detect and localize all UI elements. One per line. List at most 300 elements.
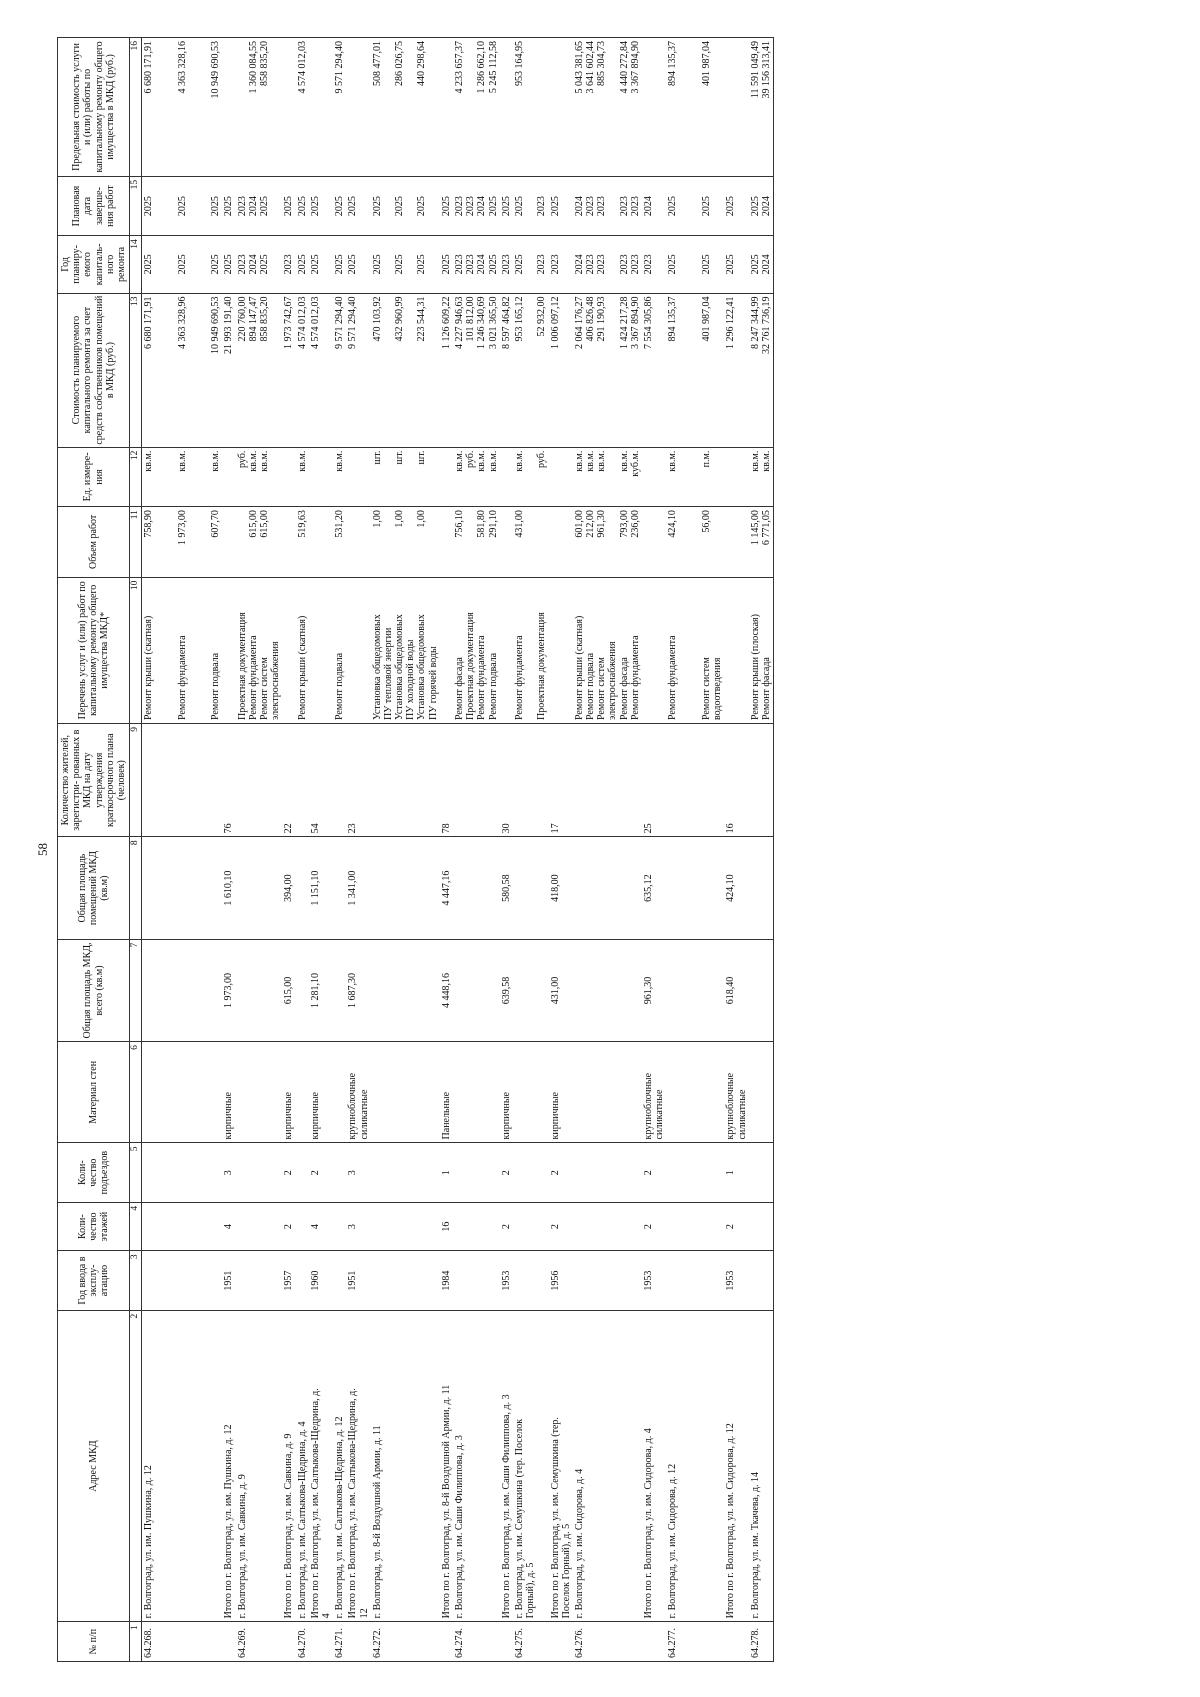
column-number: 1 — [130, 1622, 142, 1662]
cell-line: 2023 — [236, 196, 248, 217]
cell-area2: 1 151,10 — [309, 837, 333, 939]
address-line: Итого по г. Волгоград, ул. им. Салтыкова-Щедрина, д. — [347, 1388, 359, 1619]
cell-floors: 2 — [724, 1202, 748, 1250]
cell-floors: 16 — [440, 1202, 453, 1250]
column-number: 7 — [130, 939, 142, 1041]
cell-line: 52 932,00 — [536, 296, 548, 337]
cell-area — [453, 939, 500, 1041]
cell-end — [333, 176, 346, 235]
cell-line: 4 574 012,03 — [309, 296, 321, 350]
cell-end — [296, 176, 309, 235]
cell-lim — [573, 38, 642, 177]
cell-vol — [142, 507, 223, 577]
cell-lim — [296, 38, 309, 177]
cell-line — [199, 297, 210, 444]
cell-line: 1 424 217,28 — [618, 296, 630, 350]
cell-line: 424,10 — [667, 510, 679, 538]
cell-line — [525, 581, 536, 720]
cell-entr: 2 — [549, 1143, 573, 1202]
cell-line — [383, 239, 394, 289]
cell-no — [309, 1622, 333, 1662]
column-header: Коли- чество этажей — [58, 1202, 130, 1250]
cell-line: 2025 — [749, 196, 761, 217]
total-row — [724, 38, 748, 1662]
cell-entr: 2 — [309, 1143, 333, 1202]
cell-lim — [440, 38, 453, 177]
address-cell — [500, 1310, 513, 1622]
cell-line — [199, 41, 210, 173]
cell-cost — [549, 293, 573, 447]
cell-area — [296, 939, 309, 1041]
cell-unit — [440, 447, 453, 506]
cell-res — [333, 724, 346, 837]
cell-floors: 2 — [282, 1202, 295, 1250]
cell-mat — [513, 1042, 549, 1143]
cell-line: 1 006 097,12 — [549, 296, 561, 350]
cell-floors — [142, 1202, 223, 1250]
cell-no — [549, 1622, 573, 1662]
cell-vol — [666, 507, 724, 577]
cell-vol — [724, 507, 748, 577]
cell-line: 223 544,31 — [416, 296, 428, 342]
cell-area — [371, 939, 440, 1041]
column-header: Стоимость планируемого капитального ремонта за счет средств собственников помещений в МКД (руб.) — [58, 293, 130, 447]
cell-line — [237, 41, 248, 173]
cell-line — [536, 41, 547, 173]
cell-work — [236, 577, 283, 723]
cell-line: шт. — [371, 450, 383, 465]
cell-ply — [724, 236, 748, 293]
cell-lim — [142, 38, 223, 177]
address-line: Горный), д. 5 — [525, 1562, 537, 1619]
cell-ply — [296, 236, 309, 293]
cell-vol — [453, 507, 500, 577]
cell-line — [188, 180, 199, 232]
cell-area — [142, 939, 223, 1041]
cell-line — [383, 510, 394, 573]
column-header: Количество жителей, зарегистри- рованных в МКД на дату утверждения краткосрочного плана (человек) — [58, 724, 130, 837]
cell-line — [712, 451, 723, 503]
cell-line: Ремонт фундамента — [629, 635, 641, 720]
cell-line — [166, 41, 177, 173]
cell-line: 885 304,73 — [596, 41, 608, 86]
cell-line: 2024 — [760, 196, 772, 217]
cell-entr — [513, 1143, 549, 1202]
cell-line: 3 367 894,90 — [629, 296, 641, 350]
cell-cost — [371, 293, 440, 447]
cell-line: 6 680 171,91 — [143, 296, 155, 350]
cell-res — [296, 724, 309, 837]
cell-line: 2025 — [700, 254, 712, 275]
cell-lim — [749, 38, 774, 177]
cell-ply — [642, 236, 666, 293]
cell-line: кв.м. — [513, 450, 525, 472]
cell-line — [405, 180, 416, 232]
cell-line: 2025 — [143, 196, 155, 217]
cell-line: 9 571 294,40 — [334, 41, 346, 94]
cell-end — [500, 176, 513, 235]
column-number: 16 — [130, 38, 142, 177]
cell-res — [513, 724, 549, 837]
column-number: 4 — [130, 1202, 142, 1250]
cell-area2 — [453, 837, 500, 939]
cell-line — [428, 510, 439, 573]
cell-line: 6 680 171,91 — [143, 41, 155, 94]
cell-cost — [453, 293, 500, 447]
cell-line — [188, 451, 199, 503]
address-line: Итого по г. Волгоград, ул. им. Салтыкова-Щедрина, д. — [309, 1388, 321, 1619]
address-cell — [749, 1310, 774, 1622]
cell-line: 56,00 — [700, 510, 712, 533]
cell-cost — [573, 293, 642, 447]
cell-line: 615,00 — [247, 510, 259, 538]
cell-line: шт. — [394, 450, 406, 465]
cell-line — [166, 510, 177, 573]
cell-line: Проектная документация — [536, 612, 548, 720]
address-line: Итого по г. Волгоград, ул. им. Саши Филиппова, д. 3 — [500, 1394, 512, 1619]
cell-line: Ремонт фундамента — [667, 635, 679, 720]
cell-line: кв.м. — [176, 450, 188, 472]
cell-line: 601,00 — [573, 510, 585, 538]
column-number: 9 — [130, 724, 142, 837]
cell-cost — [282, 293, 295, 447]
cell-line: шт. — [416, 450, 428, 465]
cell-year — [749, 1251, 774, 1310]
address-cell — [453, 1310, 500, 1622]
cell-line: 4 440 272,84 — [618, 41, 630, 94]
cell-line — [188, 239, 199, 289]
cell-line: 286 026,75 — [394, 41, 406, 86]
cell-lim — [333, 38, 346, 177]
cell-line: 2025 — [259, 196, 270, 217]
cell-line: 2024 — [760, 254, 772, 275]
cell-mat: кирпичные — [282, 1042, 295, 1143]
cell-lim — [309, 38, 333, 177]
cell-cost — [309, 293, 333, 447]
cell-area2 — [513, 837, 549, 939]
cell-line — [405, 297, 416, 444]
house-row — [333, 38, 346, 1662]
column-header: Адрес МКД — [58, 1310, 130, 1622]
cell-line: 39 156 313,41 — [760, 41, 772, 99]
total-row — [549, 38, 573, 1662]
cell-work — [549, 577, 573, 723]
cell-mat: кирпичные — [222, 1042, 235, 1143]
cell-line: 10 949 690,53 — [210, 41, 222, 99]
cell-line — [679, 510, 690, 573]
cell-line: куб.м. — [629, 450, 641, 477]
cell-end — [749, 176, 774, 235]
cell-cost — [724, 293, 748, 447]
cell-entr — [142, 1143, 223, 1202]
cell-res — [142, 724, 223, 837]
cell-line — [428, 239, 439, 289]
cell-area: 618,40 — [724, 939, 748, 1041]
cell-line: 101 812,00 — [465, 296, 477, 342]
total-row — [282, 38, 295, 1662]
cell-line: 11 591 049,49 — [749, 41, 761, 99]
cell-year — [333, 1251, 346, 1310]
cell-line — [525, 510, 536, 573]
cell-entr — [453, 1143, 500, 1202]
cell-line: 2025 — [347, 254, 359, 275]
cell-res: 17 — [549, 724, 573, 837]
cell-line — [188, 581, 199, 720]
cell-line — [199, 510, 210, 573]
cell-line: 4 574 012,03 — [296, 296, 308, 350]
cell-res — [573, 724, 642, 837]
cell-line — [405, 451, 416, 503]
cell-line — [270, 510, 281, 573]
cell-unit — [573, 447, 642, 506]
cell-line — [154, 180, 165, 232]
cell-vol — [236, 507, 283, 577]
cell-line: 793,00 — [618, 510, 630, 538]
cell-area2: 1 610,10 — [222, 837, 235, 939]
house-row — [749, 38, 774, 1662]
cell-line — [607, 180, 618, 232]
cell-line: кв.м. — [454, 450, 465, 472]
cell-mat: Панельные — [440, 1042, 453, 1143]
cell-vol — [500, 507, 513, 577]
cell-line: 2023 — [643, 254, 654, 275]
cell-line: кв.м. — [259, 450, 270, 472]
cell-year — [666, 1251, 724, 1310]
house-row — [453, 38, 500, 1662]
cell-work — [453, 577, 500, 723]
cell-area: 615,00 — [282, 939, 295, 1041]
cell-line: 440 298,64 — [416, 41, 428, 86]
cell-lim — [371, 38, 440, 177]
cell-line: Ремонт крыши (скатная) — [143, 615, 155, 720]
column-number: 2 — [130, 1310, 142, 1622]
cell-res — [749, 724, 774, 837]
cell-line: 607,70 — [210, 510, 222, 538]
cell-floors: 4 — [222, 1202, 235, 1250]
cell-line — [679, 297, 690, 444]
cell-line: Ремонт фундамента — [176, 635, 188, 720]
address-line: г. Волгоград, ул. им. Саши Филиппова, д. 3 — [454, 1435, 465, 1619]
cell-line: 2023 — [454, 196, 465, 217]
cell-line: 2023 — [618, 196, 630, 217]
cell-line: Ремонт подвала — [334, 652, 346, 720]
cell-line: 2025 — [416, 254, 428, 275]
cell-line: 401 987,04 — [700, 296, 712, 342]
cell-mat — [333, 1042, 346, 1143]
cell-no: 64.276. — [573, 1622, 642, 1662]
cell-line: 5 043 381,65 — [573, 41, 585, 94]
cell-area2: 424,10 — [724, 837, 748, 939]
cell-year: 1957 — [282, 1251, 295, 1310]
cell-work — [333, 577, 346, 723]
cell-line: 2024 — [643, 196, 654, 217]
cell-ply — [549, 236, 573, 293]
address-line: г. Волгоград, ул. им. Сидорова, д. 4 — [573, 1468, 585, 1619]
cell-line: 2025 — [500, 196, 512, 217]
cell-line — [383, 41, 394, 173]
cell-lim — [666, 38, 724, 177]
cell-lim — [549, 38, 573, 177]
column-number-row — [130, 38, 142, 1662]
cell-year — [453, 1251, 500, 1310]
cell-line — [154, 581, 165, 720]
cell-line: ПУ тепловой энергии — [382, 627, 394, 720]
column-header: Общая площадь помещений МКД (кв.м) — [58, 837, 130, 939]
cell-line: 291 190,93 — [596, 296, 608, 342]
cell-line: 2025 — [513, 254, 525, 275]
cell-line — [428, 297, 439, 444]
cell-area2: 4 447,16 — [440, 837, 453, 939]
column-header: № п/п — [58, 1622, 130, 1662]
cell-res: 54 — [309, 724, 333, 837]
cell-vol — [440, 507, 453, 577]
cell-line — [465, 510, 476, 573]
cell-line: 531,20 — [334, 510, 346, 538]
cell-line: Ремонт фасада — [454, 657, 465, 720]
cell-work — [346, 577, 370, 723]
cell-line: Установка общедомовых — [371, 614, 383, 720]
cell-end — [222, 176, 235, 235]
address-line: г. Волгоград, ул. 8-й Воздушной Армии, д. 11 — [371, 1425, 383, 1619]
cell-mat — [749, 1042, 774, 1143]
cell-line — [525, 297, 536, 444]
cell-unit — [282, 447, 295, 506]
cell-line — [154, 451, 165, 503]
cell-lim — [346, 38, 370, 177]
cell-floors: 2 — [500, 1202, 513, 1250]
cell-line: водоотведения — [712, 657, 724, 720]
table-body — [142, 38, 774, 1662]
cell-line: 1 126 609,22 — [440, 296, 452, 350]
cell-line: кв.м. — [210, 450, 222, 472]
cell-line: 2023 — [236, 254, 248, 275]
cell-line — [679, 180, 690, 232]
cell-line — [270, 239, 281, 289]
cell-line: 2025 — [487, 254, 499, 275]
cell-lim — [500, 38, 513, 177]
cell-cost — [666, 293, 724, 447]
cell-vol — [749, 507, 774, 577]
cell-line — [690, 451, 701, 503]
cell-line: 431,00 — [513, 510, 525, 538]
address-line: г. Волгоград, ул. им. Пушкина, д. 12 — [143, 1465, 155, 1619]
cell-line: кв.м. — [749, 450, 761, 472]
column-number: 15 — [130, 176, 142, 235]
cell-line: 2023 — [585, 196, 597, 217]
cell-end — [724, 176, 748, 235]
cell-line: 212,00 — [585, 510, 597, 538]
cell-line: 9 571 294,40 — [347, 296, 359, 350]
address-line: 4 — [320, 1613, 332, 1619]
cell-entr — [296, 1143, 309, 1202]
cell-entr: 2 — [500, 1143, 513, 1202]
cell-area: 1 687,30 — [346, 939, 370, 1041]
cell-work — [666, 577, 724, 723]
cell-no: 64.274. — [453, 1622, 500, 1662]
cell-ply — [222, 236, 235, 293]
cell-line — [270, 297, 281, 444]
cell-line: 401 987,04 — [700, 41, 712, 86]
cell-line: 3 641 602,44 — [585, 41, 597, 94]
cell-area — [666, 939, 724, 1041]
cell-line: 2024 — [247, 196, 259, 217]
column-number: 13 — [130, 293, 142, 447]
cell-floors: 3 — [346, 1202, 370, 1250]
cell-line: 758,90 — [143, 510, 155, 538]
cell-vol — [333, 507, 346, 577]
cell-line: 291,10 — [487, 510, 499, 538]
cell-line: 1,00 — [371, 510, 383, 528]
cell-line: 1 286 662,10 — [476, 41, 488, 94]
cell-vol — [371, 507, 440, 577]
cell-ply — [453, 236, 500, 293]
cell-line — [199, 451, 210, 503]
cell-floors — [513, 1202, 549, 1250]
column-header: Плановая дата заверше- ния работ — [58, 176, 130, 235]
cell-work — [222, 577, 235, 723]
cell-line: 2025 — [223, 196, 235, 217]
cell-line: кв.м. — [585, 450, 597, 472]
address-cell — [346, 1310, 370, 1622]
cell-line — [166, 239, 177, 289]
cell-year — [573, 1251, 642, 1310]
cell-line: 1,00 — [394, 510, 406, 528]
cell-cost — [333, 293, 346, 447]
cell-line: 2025 — [223, 254, 235, 275]
cell-line — [679, 451, 690, 503]
cell-line — [166, 297, 177, 444]
address-line: Итого по г. Волгоград, ул. 8-й Воздушной Армии, д. 11 — [440, 1384, 452, 1619]
cell-area: 1 281,10 — [309, 939, 333, 1041]
cell-lim — [642, 38, 666, 177]
cell-end — [666, 176, 724, 235]
cell-cost — [642, 293, 666, 447]
cell-no: 64.269. — [236, 1622, 283, 1662]
cell-line — [607, 297, 618, 444]
address-line: г. Волгоград, ул. им. Семушкина (тер. Поселок — [513, 1418, 525, 1619]
column-header: Коли- чество подъездов — [58, 1143, 130, 1202]
cell-line — [712, 239, 723, 289]
cell-ply — [346, 236, 370, 293]
address-cell — [371, 1310, 440, 1622]
cell-res — [453, 724, 500, 837]
cell-ply — [666, 236, 724, 293]
cell-line — [607, 451, 618, 503]
cell-year: 1953 — [642, 1251, 666, 1310]
cell-line: Ремонт подвала — [210, 652, 222, 720]
cell-end — [309, 176, 333, 235]
cell-mat — [666, 1042, 724, 1143]
cell-line: 2023 — [536, 254, 548, 275]
cell-area2 — [749, 837, 774, 939]
cell-area2: 418,00 — [549, 837, 573, 939]
cell-line: 2024 — [573, 196, 585, 217]
house-row — [371, 38, 440, 1662]
cell-line — [188, 510, 199, 573]
cell-line: Ремонт фундамента — [513, 635, 525, 720]
cell-year: 1956 — [549, 1251, 573, 1310]
cell-entr — [371, 1143, 440, 1202]
address-line: г. Волгоград, ул. им. Савкина, д. 9 — [236, 1474, 248, 1619]
cell-line: кв.м. — [596, 450, 608, 472]
cell-line: 21 993 191,40 — [223, 296, 235, 355]
cell-unit — [513, 447, 549, 506]
cell-cost — [749, 293, 774, 447]
cell-line: 2023 — [536, 196, 548, 217]
cell-year — [296, 1251, 309, 1310]
cell-ply — [573, 236, 642, 293]
cell-end — [142, 176, 223, 235]
